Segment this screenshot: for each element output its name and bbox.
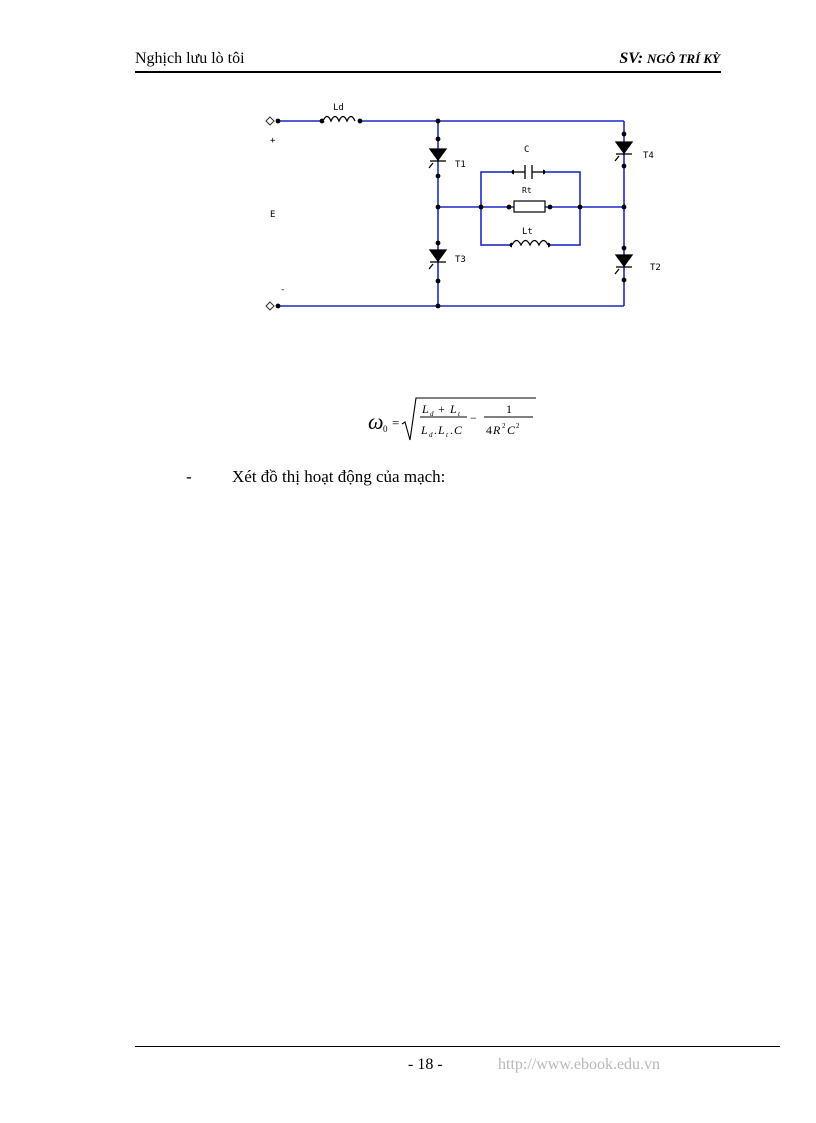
label-t2: T2 — [650, 263, 661, 273]
den-ld-letter: L — [421, 423, 428, 437]
resistor-rt-icon — [514, 201, 545, 212]
den-ld-sub: d — [429, 431, 433, 439]
header-rule — [135, 71, 721, 73]
den-c2-letter: C — [507, 423, 516, 437]
header-title: Nghịch lưu lò tôi — [135, 50, 245, 67]
label-rt: Rt — [522, 186, 532, 195]
label-minus: - — [280, 285, 286, 295]
den-lt-letter: L — [438, 423, 445, 437]
label-t1: T1 — [455, 160, 466, 170]
den-c-letter: C — [454, 423, 463, 437]
header-author — [619, 50, 720, 68]
label-plus: + — [270, 136, 276, 146]
num-one: 1 — [506, 402, 512, 416]
den-r-letter: R — [493, 423, 501, 437]
num-lt-sub: t — [458, 410, 460, 418]
label-e: E — [270, 210, 276, 220]
footer-rule — [135, 1046, 780, 1047]
num-ld-letter: L — [422, 402, 429, 416]
label-c: C — [524, 145, 530, 155]
label-t3: T3 — [455, 255, 466, 265]
den-c2-exp: 2 — [516, 422, 520, 430]
num-plus: + — [438, 402, 445, 416]
page-number: - 18 - — [408, 1056, 443, 1073]
bullet-dash: - — [186, 467, 192, 486]
inductor-lt-icon — [512, 240, 548, 250]
footer-url[interactable]: http://www.ebook.edu.vn — [498, 1056, 661, 1073]
label-t4: T4 — [643, 151, 654, 161]
bullet-text: Xét đồ thị hoạt động của mạch: — [232, 467, 446, 486]
num-lt-letter: L — [450, 402, 457, 416]
den-dot-2: . — [450, 423, 453, 437]
den-r-exp: 2 — [502, 422, 506, 430]
num-ld-sub: d — [430, 410, 434, 418]
formula-minus: − — [470, 411, 477, 425]
formula-equals: = — [392, 415, 400, 430]
author-prefix: SV: — [619, 50, 644, 67]
label-ld: Ld — [333, 103, 344, 113]
den-lt-sub: t — [446, 431, 448, 439]
den-dot-1: . — [434, 423, 437, 437]
den-four: 4 — [486, 423, 492, 437]
label-lt: Lt — [522, 227, 533, 237]
formula-omega-subscript: 0 — [383, 424, 388, 434]
capacitor-c-icon — [514, 165, 543, 179]
formula-omega: ω — [368, 409, 384, 434]
author-name: NGÔ TRÍ KỲ — [647, 51, 720, 66]
inverter-circuit-diagram — [252, 100, 661, 325]
resonant-frequency-formula — [368, 392, 548, 442]
